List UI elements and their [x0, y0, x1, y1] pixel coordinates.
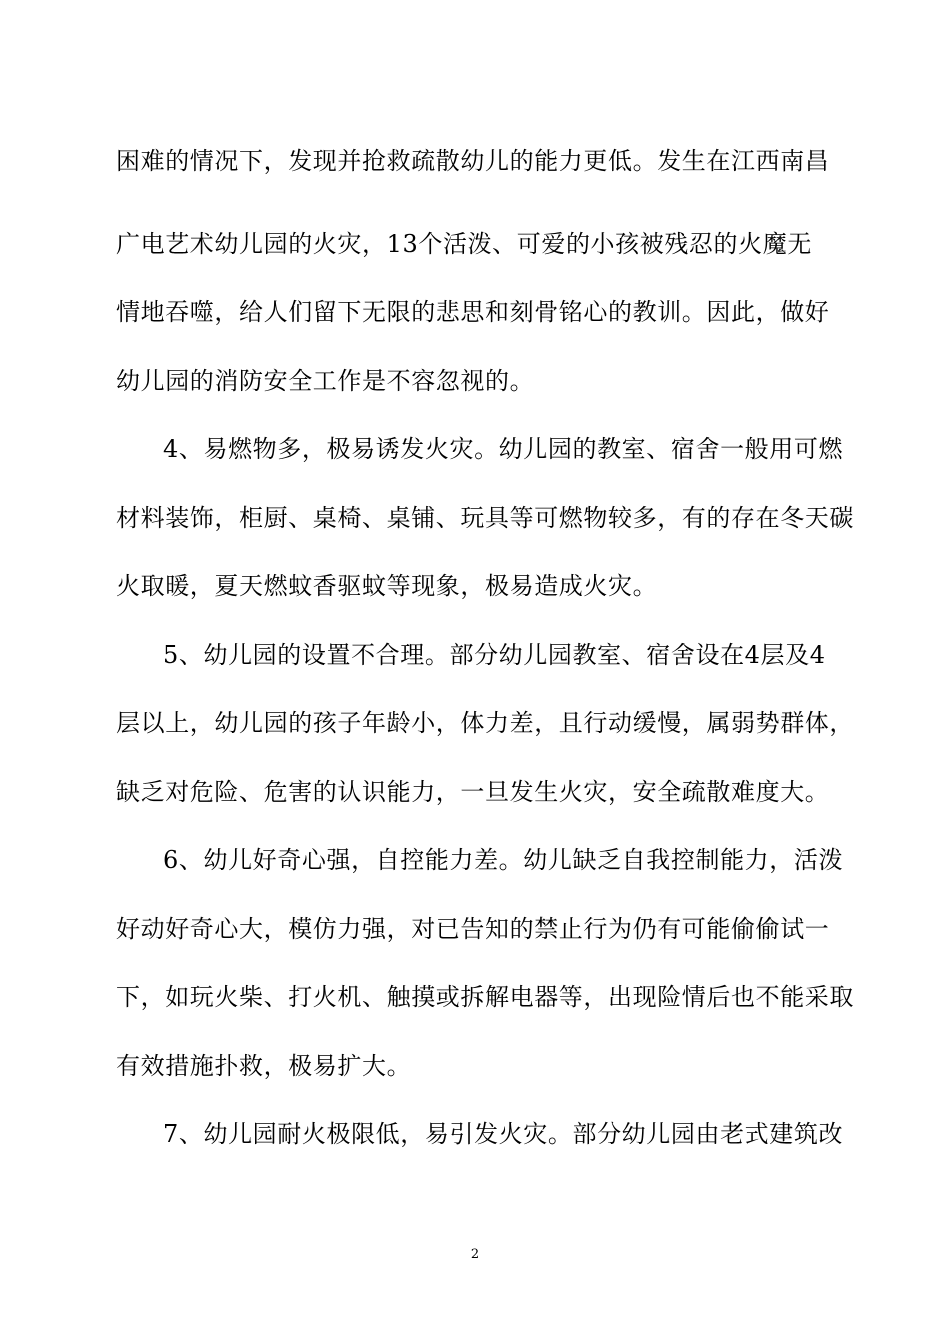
paragraph-first-line: 6、幼儿好奇心强，自控能力差。幼儿缺乏自我控制能力，活泼 [163, 846, 844, 874]
page-number: 2 [470, 1247, 480, 1262]
paragraph-first-line: 7、幼儿园耐火极限低，易引发火灾。部分幼儿园由老式建筑改 [163, 1120, 844, 1148]
text-line: 广电艺术幼儿园的火灾，13个活泼、可爱的小孩被残忍的火魔无 [116, 230, 812, 258]
text-line: 火取暖，夏天燃蚊香驱蚊等现象，极易造成火灾。 [116, 572, 658, 600]
paragraph-first-line: 5、幼儿园的设置不合理。部分幼儿园教室、宿舍设在4层及4 [163, 641, 826, 669]
text-line: 下，如玩火柴、打火机、触摸或拆解电器等，出现险情后也不能采取 [116, 983, 854, 1011]
text-line: 缺乏对危险、危害的认识能力，一旦发生火灾，安全疏散难度大。 [116, 778, 830, 806]
text-line: 层以上，幼儿园的孩子年龄小，体力差，且行动缓慢，属弱势群体， [116, 709, 854, 737]
text-line: 情地吞噬，给人们留下无限的悲思和刻骨铭心的教训。因此，做好 [116, 298, 830, 326]
text-line: 有效措施扑救，极易扩大。 [116, 1052, 412, 1080]
text-line: 材料装饰，柜厨、桌椅、桌铺、玩具等可燃物较多，有的存在冬天碳 [116, 504, 854, 532]
text-line: 幼儿园的消防安全工作是不容忽视的。 [116, 367, 535, 395]
paragraph-first-line: 4、易燃物多，极易诱发火灾。幼儿园的教室、宿舍一般用可燃 [163, 435, 844, 463]
text-line: 好动好奇心大，模仿力强，对已告知的禁止行为仍有可能偷偷试一 [116, 915, 830, 943]
text-line: 困难的情况下，发现并抢救疏散幼儿的能力更低。发生在江西南昌 [116, 147, 830, 175]
